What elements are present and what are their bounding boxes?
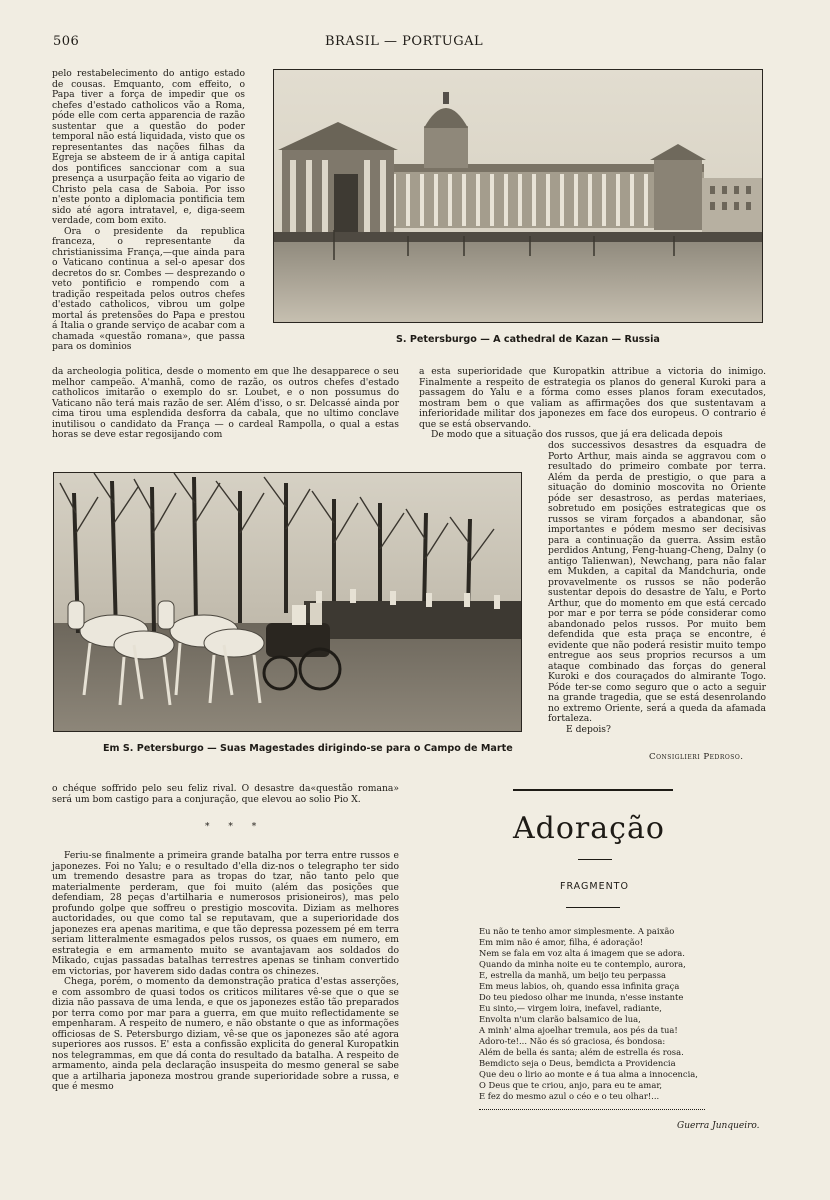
caption-campo-de-marte: Em S. Petersburgo — Suas Magestades dirigindo-se para o Campo de Marte	[103, 743, 513, 754]
paragraph: a esta superioridade que Kuropatkin attribue a victoria do inimigo. Finalmente a respeito de estrategia os planos do general Kuroki para a passagem do Yalu e a fórma como esses planos foram executados, mostram bem o que valiam as affirmações dos que sustentavam a inferioridade militar dos japonezes em face dos europeus. O contrario é que se está observando.	[419, 366, 766, 430]
poem-line: Quando da minha noite eu te contemplo, aurora,	[479, 959, 686, 969]
article-signature: Consiglieri Pedroso.	[649, 752, 744, 762]
poem-line: O Deus que te criou, anjo, para eu te amar,	[479, 1080, 663, 1090]
running-title: BRASIL — PORTUGAL	[325, 34, 484, 49]
poem-line: Eu sinto,— virgem loira, inefavel, radiante,	[479, 1003, 662, 1013]
paragraph: da archeologia politica, desde o momento em que lhe desapparece o seu melhor campeão. A'manhã, como de razão, os outros chefes d'estado catholicos imitarão o exemplo do sr. Loubet, e o non possumus do Vaticano não terá mais razão de ser. Além d'isso, o sr. Delcassé ainda por cima tirou uma esplendida desforra da cabala, que no ultimo conclave inutilisou o candidato da França — o cardeal Rampolla, o qual a estas horas se deve estar regosijando com	[52, 366, 399, 440]
poem-line: Em mim não é amor, filha, é adoração!	[479, 937, 644, 947]
left-wide-column	[52, 367, 399, 441]
kazan-cathedral-image	[274, 70, 762, 322]
poem-title-rule	[578, 859, 612, 860]
paragraph: De modo que a situação dos russos, que já era delicada depois	[431, 429, 723, 440]
section-separator: * * *	[205, 822, 265, 832]
paragraph: o chéque soffrido pelo seu feliz rival. O desastre da«questão romana» será um bom castigo para a conjuração, que elevou ao solio Pio X.	[52, 783, 399, 805]
photo-kazan-cathedral	[273, 69, 763, 323]
poem-line: Em meus labios, oh, quando essa infinita graça	[479, 981, 680, 991]
poem-subtitle: FRAGMENTO	[560, 881, 629, 892]
paragraph: Ora o presidente da republica franceza, o representante da christianissima França,—que ainda para o Vaticano continua a sel-o apesar dos decretos do sr. Combes — desprezando o veto pontificio e rompendo com a tradição respeitada pelos outros chefes d'estado catholicos, vibrou um golpe mortal ás pretensões do Papa e prestou á Italia o grande serviço de acabar com a chamada «questão romana», que passa para os dominios	[52, 225, 245, 352]
paragraph: pelo restabelecimento do antigo estado de cousas. Emquanto, com effeito, o Papa tiver a força de impedir que os chefes d'estado catholicos vão a Roma, póde elle com certa apparencia de razão sustentar que a questão do poder temporal não está liquidada, visto que os representantes das nações filhas da Egreja se absteem de ir á antiga capital dos pontifices sanccionar com a sua presença a usurpação feita ao vigario de Christo pela casa de Saboia. Por isso n'este ponto a diplomacia pontificia tem sido até agora intratavel, e, diga-seem verdade, com bom exito.	[52, 68, 245, 226]
poem-line: Envolta n'um clarão balsamico de lua,	[479, 1014, 641, 1024]
poem-top-rule	[513, 789, 673, 791]
right-narrow-column	[548, 441, 766, 735]
poem-line: E, estrella da manhã, um beijo teu perpassa	[479, 970, 667, 980]
poem-line: Adoro-te!... Não és só graciosa, és bondosa:	[479, 1036, 666, 1046]
poem-line: Além de bella és santa; além de estrella és rosa.	[479, 1047, 684, 1057]
paragraph: Chega, porém, o momento da demonstração pratica d'estas asserções, e com assombro de quasi todos os criticos militares vê-se que o que se dizia não passava de uma lenda, e que os japonezes estão tão preparados por terra como por mar para a guerra, em que muito reflectidamente se empenharam. A respeito de numero, e não obstante o que as informações officiosas de S. Petersburgo diziam, vê-se que os japonezes são até agora superiores aos russos. E' esta a confissão explicita do general Kuropatkin nos telegrammas, em que dá conta do resultado da batalha. A respeito de armamento, ainda pela declaração insuspeita do mesmo general se sabe que a artilharia japoneza mostrou grande superioridade sobre a russa, e que é mesmo	[52, 976, 399, 1092]
poem-dotted-rule	[479, 1109, 705, 1110]
right-wide-column	[419, 367, 766, 441]
caption-kazan-cathedral: S. Petersburgo — A cathedral de Kazan — Russia	[396, 334, 660, 345]
bottom-left-intro	[52, 784, 399, 805]
poem-title: Adoração	[513, 811, 665, 846]
poem-subtitle-rule	[566, 907, 620, 908]
poem-body	[479, 926, 698, 1102]
photo-campo-de-marte	[53, 472, 522, 732]
poem-line: Bemdicto seja o Deus, bemdicta a Providencia	[479, 1058, 676, 1068]
poem-line: Nem se fala em voz alta á imagem que se adora.	[479, 948, 685, 958]
page-number: 506	[53, 34, 80, 49]
poem-line: Do teu piedoso olhar me inunda, n'esse instante	[479, 992, 684, 1002]
campo-de-marte-image	[54, 473, 521, 731]
bottom-left-column	[52, 851, 399, 1093]
poem-line: E fez do mesmo azul o céo e o teu olhar!...	[479, 1091, 660, 1101]
top-left-column	[52, 69, 245, 353]
paragraph: dos successivos desastres da esquadra de Porto Arthur, mais ainda se aggravou com o resultado do primeiro combate por terra. Além da perda de prestigio, o que para a situação do dominio moscovita no Oriente póde ser desastroso, as perdas materiaes, sobretudo em posições estrategicas que os russos se viram forçados a abandonar, são importantes e pódem mesmo ser decisivas para a continuação da guerra. Assim estão perdidos Antung, Feng-huang-Cheng, Dalny (o antigo Talienwan), Newchang, para não falar em Mukden, a capital da Mandchuria, onde provavelmente os russos se não poderão sustentar depois do desastre de Yalu, e Porto Arthur, que do momento em que está cercado por mar e por terra se póde considerar como abandonado pelos russos. Por muito bem defendida que esta praça se encontre, é evidente que não poderá resistir muito tempo entregue aos seus proprios recursos a um ataque combinado das forças do general Kuroki e dos couraçados do almirante Togo. Póde ter-se como seguro que o acto a seguir na grande tragedia, que se está desenrolando no extremo Oriente, será a queda da afamada fortaleza.	[548, 440, 766, 724]
poem-line: A minh' alma ajoelhar tremula, aos pés da tua!	[479, 1025, 678, 1035]
poem-line: Eu não te tenho amor simplesmente. A paixão	[479, 926, 675, 936]
paragraph: Feriu-se finalmente a primeira grande batalha por terra entre russos e japonezes. Foi no Yalu; e o resultado d'ella diz-nos o telegrapho ter sido um tremendo desastre para as tropas do tzar, não tanto pelo que materialmente perderam, que foi muito (além das posições que defendiam, 28 peças d'artilharia e numerosos prisioneiros), mas pelo profundo golpe que soffreu o prestigio moscovita. Diziam as melhores auctoridades, ou que como tal se reputavam, que a superioridade dos japonezes era apenas maritima, e que tão depressa pozessem pé em terra seriam litteralmente esmagados pelos russos, os quaes em numero, em estrategia e em armamento muito se avantajavam aos soldados do Mikado, cujas passadas batalhas terrestres apenas se tinham convertido em victorias, por haverem sido dadas contra os chinezes.	[52, 850, 399, 977]
paragraph: E depois?	[566, 723, 611, 735]
poem-author: Guerra Junqueiro.	[677, 1121, 760, 1131]
poem-line: Que deu o lirio ao monte e á tua alma a innocencia,	[479, 1069, 698, 1079]
